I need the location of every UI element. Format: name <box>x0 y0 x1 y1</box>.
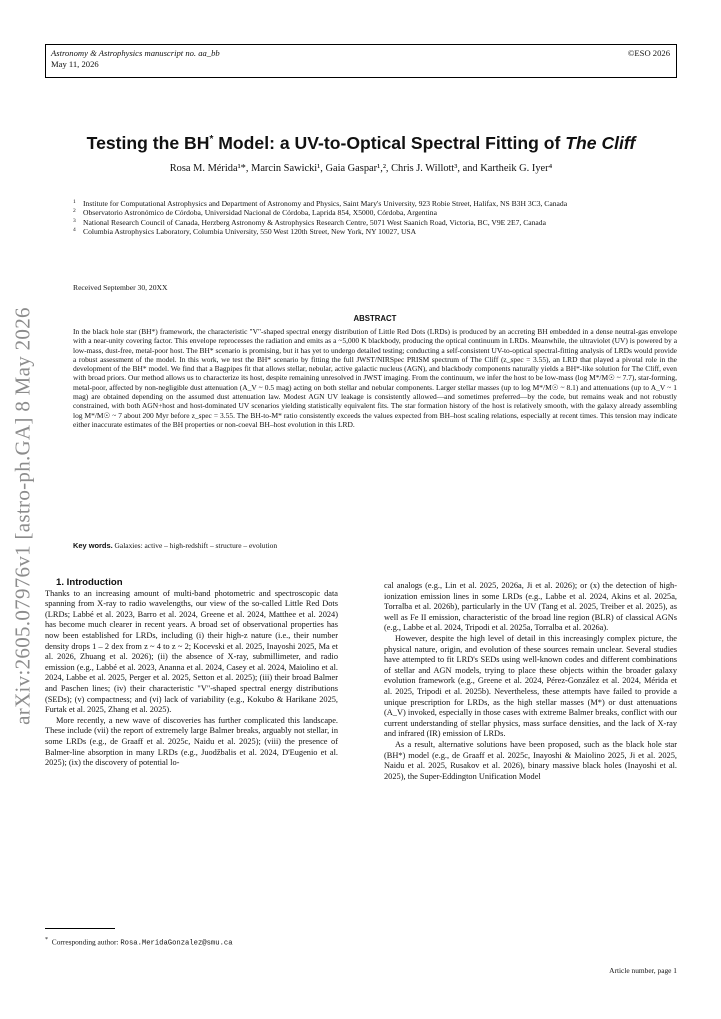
section-heading-introduction: 1. Introduction <box>56 577 123 588</box>
right-column <box>384 581 677 782</box>
affiliation-1: 1 Institute for Computational Astrophysics and Department of Astronomy and Physics, Saint Mary's University, 923 Robie Street, Halifax, NS B3H 3C3, Canada <box>73 199 568 208</box>
author-email[interactable]: Rosa.MeridaGonzalez@smu.ca <box>120 939 233 948</box>
arxiv-sidebar <box>8 296 38 736</box>
abstract-text: In the black hole star (BH*) framework, the characteristic "V"-shaped spectral energy distribution of Little Red Dots (LRDs) is produced by an accreting BH embedded in a dense neutral-gas envelope with a near-unity covering factor. This envelope reprocesses the radiation and emits as a ~5,000 K blackbody, producing the optical continuum in LRDs. Meanwhile, the ultraviolet (UV) is powered by a low-mass, dust-free, metal-poor host. The BH* scenario is promising, but it has yet to undergo detailed testing; conducting a self-consistent UV-to-optical spectral-fitting analysis of LRDs would provide a robust assessment of the model. In this work, we test the BH* scenario by fitting the full JWST/NIRSpec PRISM spectrum of The Cliff (z_spec = 3.55), an LRD that played a pivotal role in the development of the BH* model. We find that a Bagpipes fit that allows stellar, nebular, active galactic nucleus (AGN), and blackbody components naturally yields a BH*-like solution for The Cliff, even with broad priors. Our method allows us to characterize its host, despite remaining unresolved in JWST imaging. From the continuum, we infer the host to be low-mass (log M*/M☉ ~ 7.7), star-forming, metal-poor, affected by non-negligible dust attenuation (A_V ~ 0.5 mag) acting on both stellar and nebular components. Larger stellar masses (up to log M*/M☉ ~ 8.1) and attenuations (up to A_V ~ 1 mag) are obtained depending on the assumed dust attenuation law. Modest AGN UV leakage is consistently allowed—and sometimes preferred—by the code, but remains weak and not robustly constrained, with both AGN+host and host-dominated UV scenarios yielding statistically equivalent fits. The star formation history of the host is relatively smooth, with the galaxy already assembling log M*/M☉ ~ 7 about 200 Myr before z_spec = 3.55. The BH-to-M* ratio consistently exceeds the values expected from BH–host scaling relations, especially at recent times. This tension may indicate either inaccurate estimates of the BH properties or non-coeval BH–host evolution in this LRD. <box>73 327 677 429</box>
footnote-rule <box>45 928 115 929</box>
affiliations <box>73 199 679 237</box>
page-number: Article number, page 1 <box>609 966 677 975</box>
manuscript-date: May 11, 2026 <box>51 58 99 69</box>
manuscript-header-box <box>45 44 677 78</box>
affiliation-2: 2 Observatorio Astronómico de Córdoba, Universidad Nacional de Córdoba, Laprida 854, X5000, Córdoba, Argentina <box>73 208 437 218</box>
author-list: Rosa M. Mérida¹*, Marcin Sawicki¹, Gaia Gaspar¹,², Chris J. Willott³, and Kartheik G. Iyer⁴ <box>169 163 553 174</box>
copyright-notice: ©ESO 2026 <box>627 48 670 58</box>
arxiv-stamp[interactable]: arXiv:2605.07976v1 [astro-ph.GA] 8 May 2026 <box>10 307 35 725</box>
intro-paragraph-3: cal analogs (e.g., Lin et al. 2025, 2026a, Ji et al. 2026); or (x) the detection of high-ionization emission lines in some LRDs (e.g., Labbe et al. 2024, Akins et al. 2025a, Torralba et al. 2026b), particularly in the UV (Tang et al. 2025, Treiber et al. 2025), as well as Fe II emission, characteristic of the broad line region (BLR) of classical AGNs (e.g., Labbe et al. 2024, Tripodi et al. 2025a, Torralba et al. 2026a). <box>384 581 677 633</box>
abstract-heading: ABSTRACT <box>353 314 397 323</box>
corresponding-author-footnote: * Corresponding author: Rosa.MeridaGonzalez@smu.ca <box>45 937 233 948</box>
affiliation-4: 4 Columbia Astrophysics Laboratory, Columbia University, 550 West 120th Street, New York, NY 10027, USA <box>73 227 417 237</box>
journal-line: Astronomy & Astrophysics manuscript no. aa_bb <box>51 48 220 58</box>
keywords-label: Key words. <box>73 541 113 550</box>
received-date: Received September 30, 20XX <box>73 283 168 292</box>
intro-paragraph-5: As a result, alternative solutions have been proposed, such as the black hole star (BH*) model (e.g., de Graaff et al. 2025c, Inayoshi & Maiolino 2025, Ji et al. 2025, Naidu et al. 2025, Rusakov et al. 2026), binary massive black holes (Inayoshi et al. 2025), the Super-Eddington Unification Model <box>384 739 677 781</box>
keywords <box>73 541 677 550</box>
left-column <box>45 578 338 769</box>
paper-title: Testing the BH* Model: a UV-to-Optical Spectral Fitting of The Cliff <box>86 133 636 153</box>
affiliation-3: 3 National Research Council of Canada, Herzberg Astronomy & Astrophysics Research Centre, 5071 West Saanich Road, Victoria, BC, V9E 2E7, Canada <box>73 217 546 227</box>
intro-paragraph-4: However, despite the high level of detail in this increasingly complex picture, the physical nature, origin, and evolution of these sources remain unclear. Several studies have attempted to fit LRD's SEDs using well-known codes and different combinations of stellar and AGN models, trying to place these objects within the broader galaxy evolution framework (e.g., Greene et al. 2024, Pérez-González et al. 2024, Mérida et al. 2025, Tripodi et al. 2025b). Nevertheless, these attempts have failed to provide a unique prescription for LRDs, as the high stellar masses (M*) or dust attenuations (A_V) invoked, especially in those cases with extreme Balmer breaks, conflict with our current understanding of stellar physics, mass surface densities, and the lack of X-ray and infrared (IR) emission of LRDs. <box>384 633 677 739</box>
intro-paragraph-2: More recently, a new wave of discoveries has further complicated this landscape. These include (vii) the report of extremely large Balmer breaks, arguably not stellar, in some LRDs (e.g., de Graaff et al. 2025c, Naidu et al. 2025); (viii) the presence of Balmer-line absorption in many LRDs (e.g., Juodžbalis et al. 2024, D'Eugenio et al. 2025); (ix) the discovery of potential lo- <box>45 715 338 768</box>
intro-paragraph-1: Thanks to an increasing amount of multi-band photometric and spectroscopic data spanning from X-ray to radio wavelengths, our view of the so-called Little Red Dots (LRDs; Labbé et al. 2023, Barro et al. 2024, Greene et al. 2024, Matthee et al. 2024) has become much clearer in recent years. A broad set of observational properties has now been established for LRDs, including (i) their high-z nature (i.e., their number density drops 1 – 2 dex from z ~ 4 to z ~ 2; Kocevski et al. 2025, Inayoshi 2025, Ma et al. 2026, Zhuang et al. 2026); (ii) the absence of X-ray, submillimeter, and radio emission (e.g., Labbé et al. 2023, Ananna et al. 2024, Casey et al. 2024, Maiolino et al. 2024, Labbe et al. 2025, Perger et al. 2025, Setton et al. 2025); (iii) their broad Balmer and Paschen lines; (iv) their characteristic "V"-shaped spectral energy distributions (SEDs); (v) compactness; and (vi) lack of variability (e.g., Kokubo & Harikane 2025, Furtak et al. 2025, Zhang et al. 2025). <box>45 588 338 715</box>
keywords-list: Galaxies: active – high-redshift – structure – evolution <box>114 541 278 550</box>
